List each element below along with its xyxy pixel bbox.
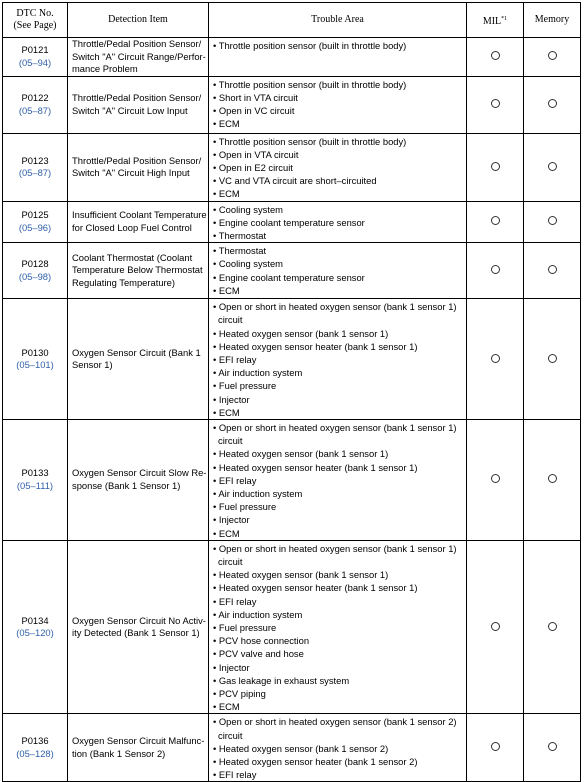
table-row <box>3 419 581 540</box>
detection-item-line: Switch "A" Circuit High Input <box>72 167 190 178</box>
trouble-area-line: • Heated oxygen sensor (bank 1 sensor 1) <box>213 569 389 581</box>
trouble-area-line: • Injector <box>213 661 250 673</box>
trouble-area-line: • Heated oxygen sensor heater (bank 1 sensor 1) <box>213 461 418 473</box>
trouble-area-line: • Heated oxygen sensor heater (bank 1 sensor 2) <box>213 756 418 768</box>
header-dtc-no <box>3 3 68 38</box>
table-row <box>3 243 581 299</box>
dtc-page-link[interactable]: (05–98) <box>18 270 52 282</box>
mil-cell <box>467 133 524 201</box>
trouble-area-line: circuit <box>218 555 243 567</box>
header-mil-label: MIL <box>482 15 502 27</box>
dtc-code-cell <box>3 540 68 714</box>
trouble-area-line: • Open or short in heated oxygen sensor (bank 1 sensor 1) <box>213 421 457 433</box>
dtc-page-link[interactable]: (05–87) <box>18 104 52 116</box>
trouble-area-line: • Heated oxygen sensor (bank 1 sensor 1) <box>213 448 389 460</box>
memory-circle-icon <box>548 474 557 483</box>
trouble-area-line: • Heated oxygen sensor heater (bank 1 sensor 1) <box>213 340 418 352</box>
trouble-area-cell <box>209 540 467 714</box>
trouble-area-line: • PCV piping <box>213 688 266 700</box>
detection-item-line: Oxygen Sensor Circuit Malfunc- <box>72 735 205 747</box>
dtc-table-body <box>3 38 581 782</box>
trouble-area-line: circuit <box>218 435 243 447</box>
header-trouble-area: Trouble Area <box>209 3 467 38</box>
header-detection-item: Detection Item <box>68 3 209 38</box>
detection-item-cell <box>68 299 209 420</box>
header-dtc-no-label: DTC No. <box>16 8 54 19</box>
memory-circle-icon <box>548 265 557 274</box>
trouble-area-cell <box>209 201 467 243</box>
memory-cell <box>524 540 581 714</box>
memory-circle-icon <box>548 51 557 60</box>
trouble-area-line: • ECM <box>213 701 240 713</box>
dtc-page-link[interactable]: (05–96) <box>18 221 52 233</box>
detection-item-cell <box>68 714 209 782</box>
trouble-area-line: • Cooling system <box>213 258 283 270</box>
dtc-page-link[interactable]: (05–101) <box>16 359 54 371</box>
trouble-area-line: circuit <box>218 729 243 741</box>
mil-circle-icon <box>491 354 500 363</box>
trouble-area-line: • Open or short in heated oxygen sensor (bank 1 sensor 1) <box>213 542 457 554</box>
detection-item-line: tion (Bank 1 Sensor 2) <box>72 747 166 759</box>
detection-item-cell <box>68 243 209 299</box>
trouble-area-line: • Open in E2 circuit <box>213 161 293 173</box>
trouble-area-line: • Gas leakage in exhaust system <box>213 674 350 686</box>
trouble-area-cell <box>209 243 467 299</box>
mil-cell <box>467 714 524 782</box>
detection-item-line: Sensor 1) <box>72 359 113 371</box>
trouble-area-line: • EFI relay <box>213 595 257 607</box>
trouble-area-line: • Heated oxygen sensor heater (bank 1 sensor 1) <box>213 582 418 594</box>
detection-item-cell <box>68 419 209 540</box>
detection-item-line: ity Detected (Bank 1 Sensor 1) <box>72 627 200 639</box>
detection-item-cell <box>68 76 209 133</box>
memory-cell <box>524 201 581 243</box>
table-row <box>3 201 581 243</box>
detection-item-line: Regulating Temperature) <box>72 276 176 288</box>
detection-item-line: Oxygen Sensor Circuit Slow Re- <box>72 467 207 479</box>
mil-cell <box>467 38 524 77</box>
header-mil <box>467 3 524 38</box>
trouble-area-line: • Cooling system <box>213 203 283 215</box>
dtc-code: P0128 <box>21 258 49 270</box>
mil-circle-icon <box>491 216 500 225</box>
mil-circle-icon <box>491 162 500 171</box>
trouble-area-cell <box>209 133 467 201</box>
mil-cell <box>467 419 524 540</box>
memory-circle-icon <box>548 162 557 171</box>
table-row <box>3 133 581 201</box>
trouble-area-line: • Heated oxygen sensor (bank 1 sensor 1) <box>213 327 389 339</box>
trouble-area-line: • Throttle position sensor (built in throttle body) <box>213 135 407 147</box>
detection-item-line: sponse (Bank 1 Sensor 1) <box>72 479 181 491</box>
trouble-area-line: • Open in VTA circuit <box>213 148 299 160</box>
dtc-page-link[interactable]: (05–111) <box>16 479 54 491</box>
trouble-area-line: • Injector <box>213 393 250 405</box>
header-row <box>3 3 581 38</box>
memory-circle-icon <box>548 622 557 631</box>
trouble-area-cell <box>209 76 467 133</box>
memory-circle-icon <box>548 354 557 363</box>
detection-item-cell <box>68 540 209 714</box>
mil-circle-icon <box>491 51 500 60</box>
dtc-code: P0130 <box>21 346 49 358</box>
memory-cell <box>524 243 581 299</box>
mil-cell <box>467 243 524 299</box>
dtc-code-cell <box>3 201 68 243</box>
dtc-code-cell <box>3 243 68 299</box>
detection-item-line: Insufficient Coolant Temperature <box>72 209 207 221</box>
trouble-area-line: • Throttle position sensor (built in throttle body) <box>213 40 407 51</box>
dtc-code-cell <box>3 133 68 201</box>
trouble-area-cell <box>209 38 467 77</box>
table-row <box>3 540 581 714</box>
memory-cell <box>524 299 581 420</box>
trouble-area-line: • Open or short in heated oxygen sensor (bank 1 sensor 1) <box>213 301 457 313</box>
mil-circle-icon <box>491 622 500 631</box>
detection-item-line: Switch "A" Circuit Range/Perfor- <box>72 50 206 62</box>
dtc-page-link[interactable]: (05–94) <box>18 56 52 68</box>
memory-cell <box>524 714 581 782</box>
trouble-area-line: • ECM <box>213 284 240 296</box>
detection-item-line: Throttle/Pedal Position Sensor/ <box>72 92 202 103</box>
trouble-area-cell <box>209 299 467 420</box>
detection-item-cell <box>68 38 209 77</box>
dtc-code: P0125 <box>21 209 49 221</box>
trouble-area-line: • Open or short in heated oxygen sensor (bank 1 sensor 2) <box>213 716 457 728</box>
trouble-area-line: • PCV hose connection <box>213 635 310 647</box>
trouble-area-line: • EFI relay <box>213 353 257 365</box>
header-see-page-label: (See Page) <box>13 20 57 31</box>
trouble-area-line: • ECM <box>213 406 240 418</box>
trouble-area-line: • VC and VTA circuit are short–circuited <box>213 175 377 187</box>
memory-cell <box>524 419 581 540</box>
trouble-area-line: • Air induction system <box>213 367 303 379</box>
trouble-area-line: • Fuel pressure <box>213 501 277 513</box>
dtc-code: P0122 <box>21 92 49 103</box>
trouble-area-line: • EFI relay <box>213 474 257 486</box>
memory-circle-icon <box>548 742 557 751</box>
detection-item-line: Coolant Thermostat (Coolant <box>72 251 193 263</box>
header-memory: Memory <box>524 3 581 38</box>
dtc-page-link[interactable]: (05–120) <box>16 627 54 639</box>
mil-circle-icon <box>491 99 500 108</box>
mil-cell <box>467 299 524 420</box>
dtc-page-link[interactable]: (05–128) <box>16 747 54 759</box>
trouble-area-line: • Air induction system <box>213 608 303 620</box>
detection-item-line: Temperature Below Thermostat <box>72 264 203 276</box>
trouble-area-line: • EFI relay <box>213 769 257 781</box>
trouble-area-line: • Open in VC circuit <box>213 104 295 116</box>
mil-circle-icon <box>491 742 500 751</box>
mil-cell <box>467 76 524 133</box>
trouble-area-line: • Thermostat <box>213 245 267 257</box>
table-row <box>3 714 581 782</box>
memory-circle-icon <box>548 216 557 225</box>
dtc-code-cell <box>3 419 68 540</box>
trouble-area-cell <box>209 419 467 540</box>
dtc-code: P0134 <box>21 614 49 626</box>
trouble-area-line: • Engine coolant temperature sensor <box>213 216 365 228</box>
memory-cell <box>524 38 581 77</box>
detection-item-line: Throttle/Pedal Position Sensor/ <box>72 154 202 166</box>
trouble-area-line: • Short in VTA circuit <box>213 91 298 103</box>
header-mil-note: *1 <box>501 15 508 22</box>
dtc-code-cell <box>3 76 68 133</box>
memory-cell <box>524 76 581 133</box>
detection-item-line: Switch "A" Circuit Low Input <box>72 104 188 116</box>
trouble-area-line: • Engine coolant temperature sensor <box>213 271 365 283</box>
detection-item-line: Throttle/Pedal Position Sensor/ <box>72 38 202 49</box>
dtc-code-cell <box>3 714 68 782</box>
dtc-code: P0136 <box>21 735 49 747</box>
memory-circle-icon <box>548 99 557 108</box>
trouble-area-line: • Injector <box>213 514 250 526</box>
trouble-area-line: • Fuel pressure <box>213 622 277 633</box>
detection-item-cell <box>68 201 209 243</box>
dtc-code-cell <box>3 299 68 420</box>
table-row <box>3 76 581 133</box>
detection-item-line: Oxygen Sensor Circuit No Activ- <box>72 614 206 626</box>
dtc-code: P0123 <box>21 154 49 166</box>
dtc-code-cell <box>3 38 68 77</box>
trouble-area-line: • ECM <box>213 188 240 200</box>
mil-cell <box>467 540 524 714</box>
trouble-area-line: • Air induction system <box>213 487 303 499</box>
trouble-area-line: • Fuel pressure <box>213 380 277 392</box>
dtc-code: P0121 <box>21 44 49 56</box>
trouble-area-cell <box>209 714 467 782</box>
detection-item-cell <box>68 133 209 201</box>
detection-item-line: mance Problem <box>72 63 138 74</box>
memory-cell <box>524 133 581 201</box>
dtc-code: P0133 <box>21 467 49 479</box>
trouble-area-line: • PCV valve and hose <box>213 648 304 660</box>
detection-item-line: for Closed Loop Fuel Control <box>72 221 192 233</box>
trouble-area-line: • Heated oxygen sensor (bank 1 sensor 2) <box>213 742 389 754</box>
table-row <box>3 38 581 77</box>
dtc-table <box>2 2 581 782</box>
table-row <box>3 299 581 420</box>
trouble-area-line: circuit <box>218 314 243 326</box>
trouble-area-line: • ECM <box>213 527 240 539</box>
mil-circle-icon <box>491 265 500 274</box>
detection-item-line: Oxygen Sensor Circuit (Bank 1 <box>72 346 201 358</box>
trouble-area-line: • Throttle position sensor (built in throttle body) <box>213 78 407 90</box>
trouble-area-line: • ECM <box>213 118 240 130</box>
mil-circle-icon <box>491 474 500 483</box>
mil-cell <box>467 201 524 243</box>
dtc-page-link[interactable]: (05–87) <box>18 167 52 178</box>
trouble-area-line: • Thermostat <box>213 229 267 241</box>
